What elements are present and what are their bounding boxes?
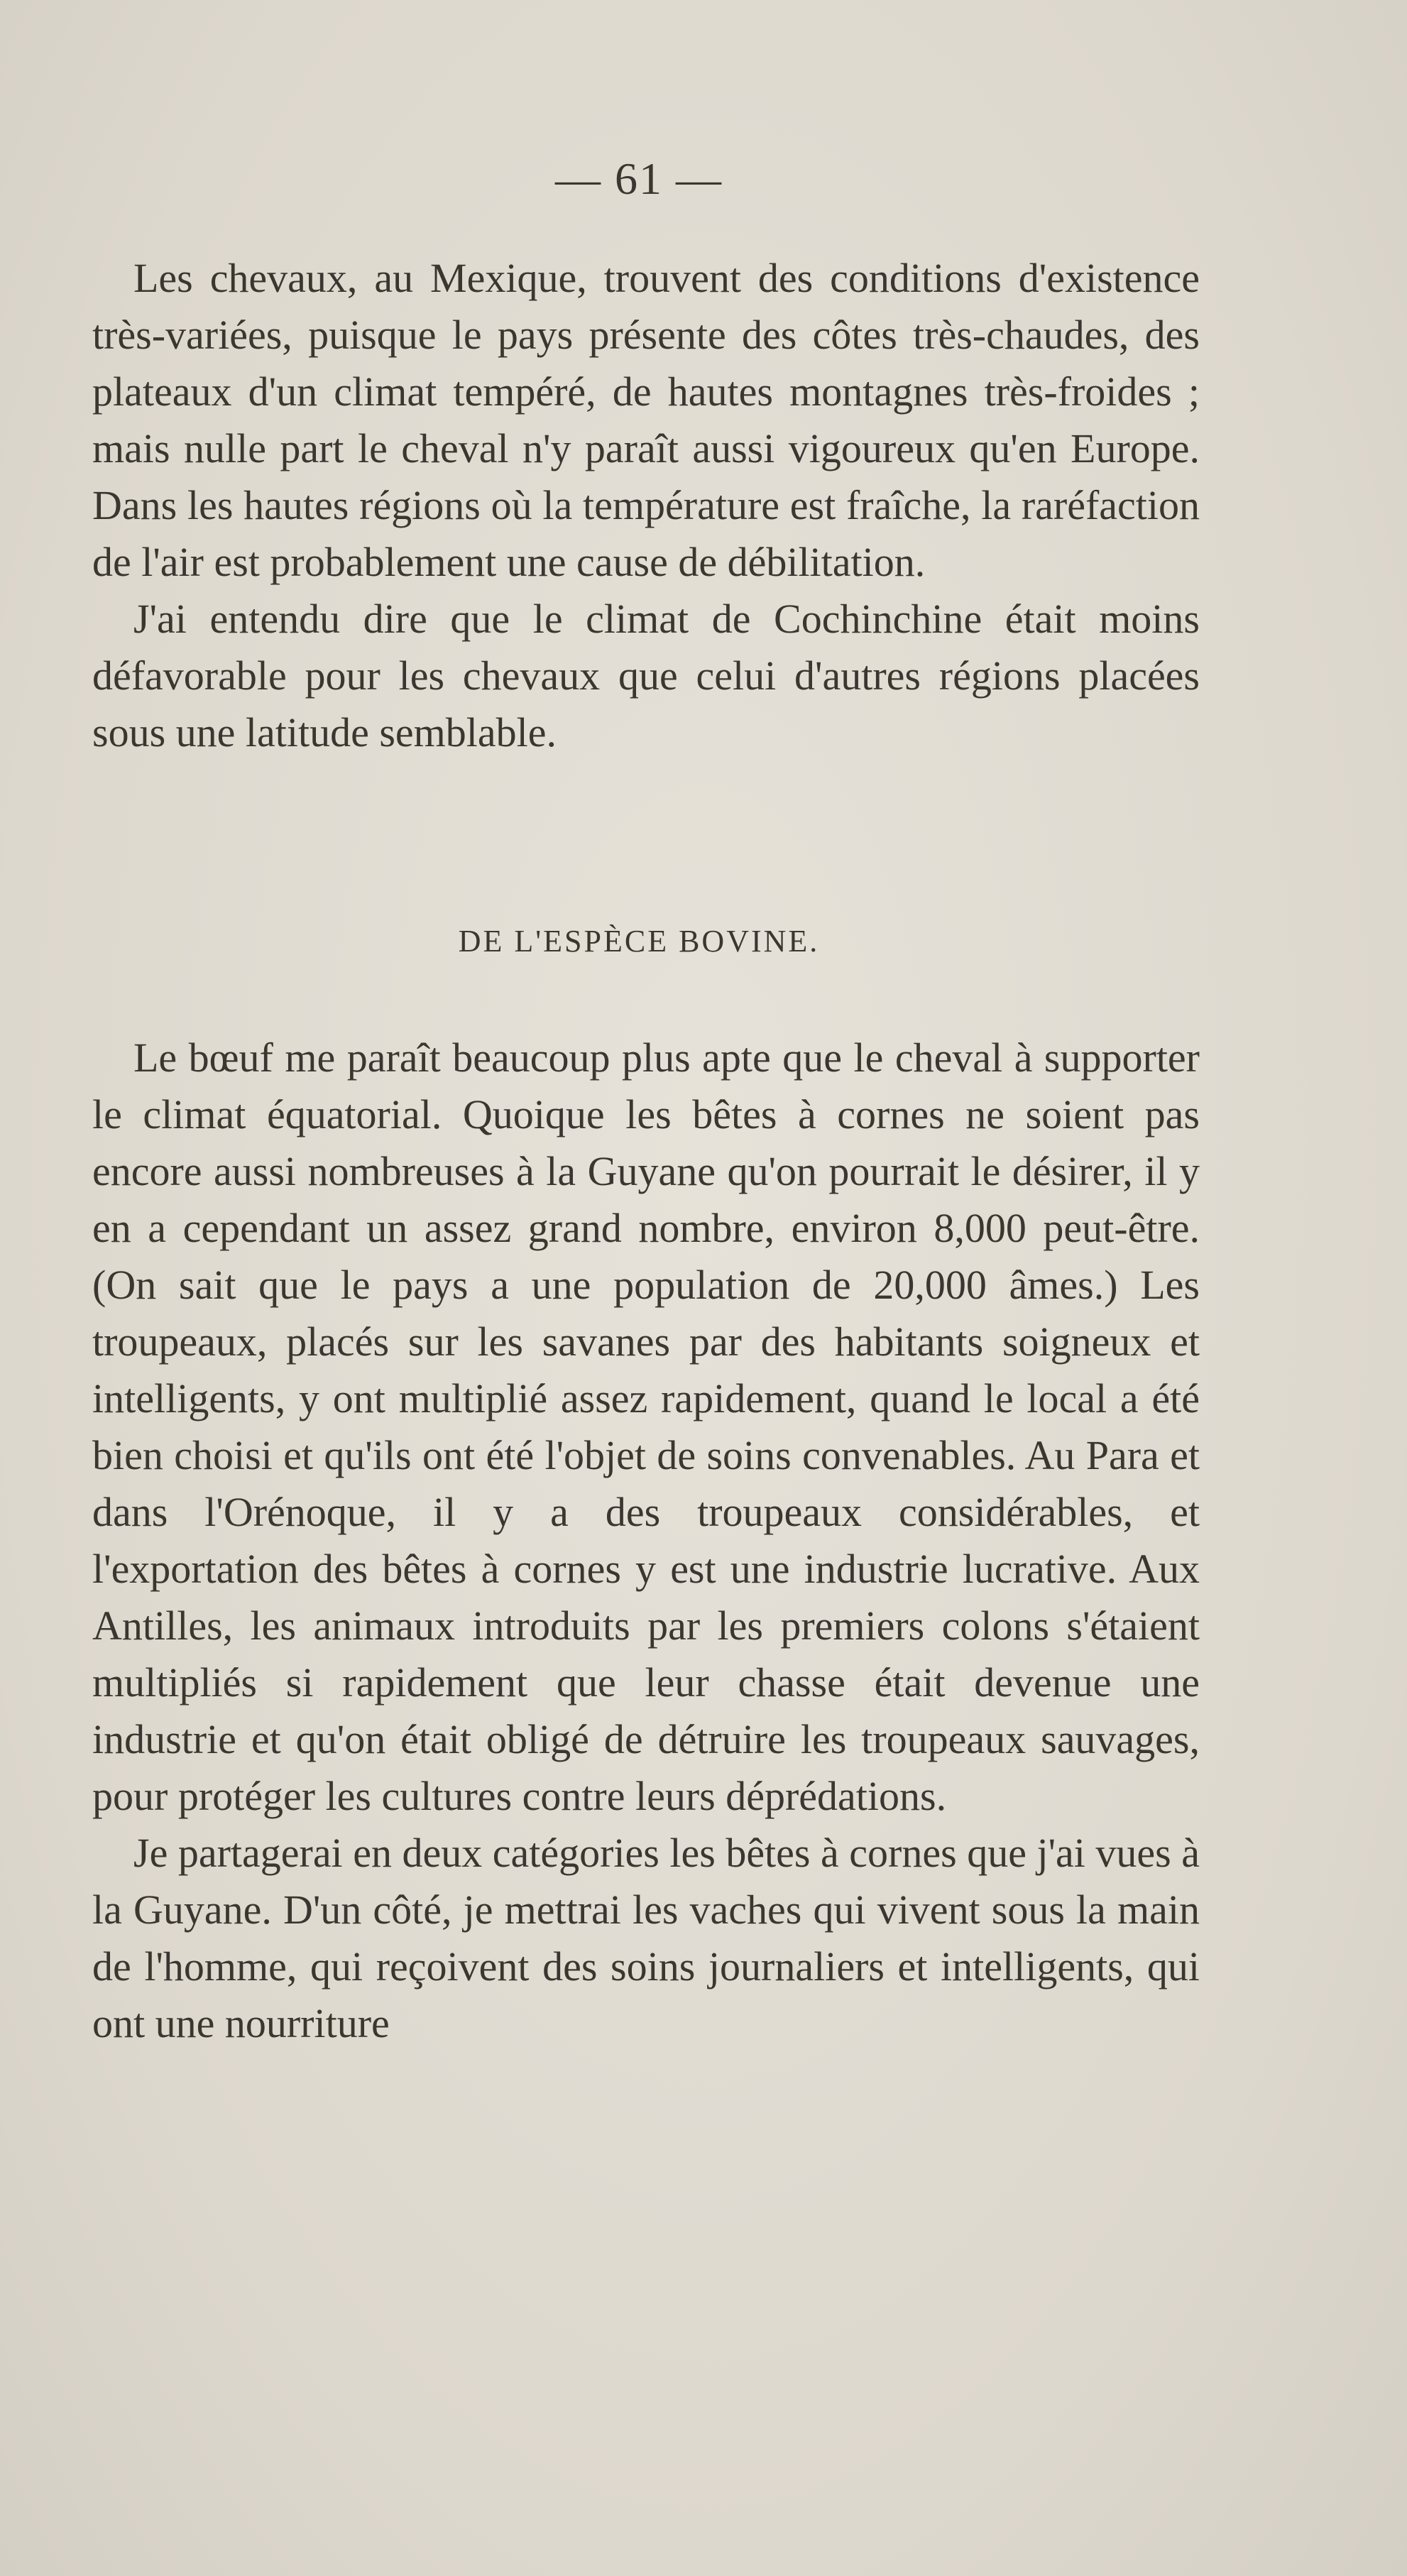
paragraph-cochinchine: J'ai entendu dire que le climat de Cochinchine était moins défavorable pour les chevaux que celui d'autres régions placées sous une latitude semblable. xyxy=(92,596,1200,755)
page-number: — 61 — xyxy=(555,153,723,204)
text-block-bovine xyxy=(92,1030,1200,2052)
section-heading: DE L'ESPÈCE BOVINE. xyxy=(458,924,820,959)
paragraph-boeuf: Le bœuf me paraît beaucoup plus apte que le cheval à supporter le climat équatorial. Quoique les bêtes à cornes ne soient pas encore aussi nombreuses à la Guyane qu'on pourrait le désirer, il y en a cependant un assez grand nombre, environ 8,000 peut-être. (On sait que le pays a une population de 20,000 âmes.) Les troupeaux, placés sur les savanes par des habitants soigneux et intelligents, y ont multiplié assez rapidement, quand le local a été bien choisi et qu'ils ont été l'objet de soins convenables. Au Para et dans l'Orénoque, il y a des troupeaux considérables, et l'exportation des bêtes à cornes y est une industrie lucrative. Aux Antilles, les animaux introduits par les premiers colons s'étaient multipliés si rapidement que leur chasse était devenue une industrie et qu'on était obligé de détruire les troupeaux sauvages, pour protéger les cultures contre leurs déprédations. xyxy=(92,1035,1200,1819)
text-block-chevaux xyxy=(92,250,1200,761)
paragraph-categories: Je partagerai en deux catégories les bêtes à cornes que j'ai vues à la Guyane. D'un côté, je mettrai les vaches qui vivent sous la main de l'homme, qui reçoivent des soins journaliers et intelligents, qui ont une nourriture xyxy=(92,1830,1200,2046)
paragraph-chevaux-mexique: Les chevaux, au Mexique, trouvent des conditions d'existence très-variées, puisque le pays présente des côtes très-chaudes, des plateaux d'un climat tempéré, de hautes montagnes très-froides ; mais nulle part le cheval n'y paraît aussi vigoureux qu'en Europe. Dans les hautes régions où la température est fraîche, la raréfaction de l'air est probablement une cause de débilitation. xyxy=(92,255,1200,585)
